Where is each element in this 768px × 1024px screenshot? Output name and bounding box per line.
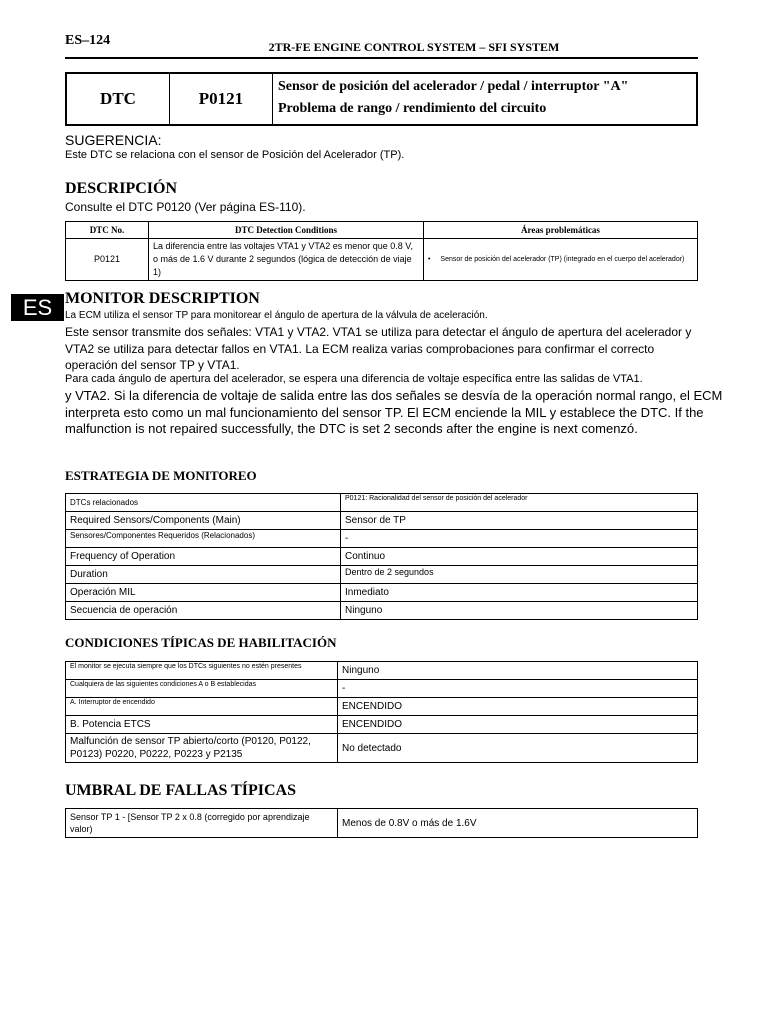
table-row	[66, 680, 698, 698]
enable-value: ENCENDIDO	[338, 716, 698, 734]
enable-value: -	[338, 680, 698, 698]
dtc-label: DTC	[67, 74, 170, 124]
strategy-value: Dentro de 2 segundos	[341, 566, 698, 584]
col-header-dtc-no: DTC No.	[66, 222, 149, 239]
strategy-label: Sensores/Componentes Requeridos (Relacionados)	[66, 530, 341, 548]
table-row	[66, 548, 698, 566]
table-row	[66, 809, 698, 838]
header-rule	[65, 57, 698, 59]
threshold-table	[65, 808, 698, 838]
threshold-label: Sensor TP 1 - [Sensor TP 2 x 0.8 (corregido por aprendizaje valor)	[66, 809, 338, 838]
table-row	[66, 602, 698, 620]
strategy-value: Continuo	[341, 548, 698, 566]
running-title: 2TR-FE ENGINE CONTROL SYSTEM – SFI SYSTEM	[268, 40, 560, 54]
hint-text: Este DTC se relaciona con el sensor de Posición del Acelerador (TP).	[65, 149, 405, 161]
col-header-areas: Áreas problemáticas	[424, 222, 698, 239]
dtc-code-cell: P0121	[66, 239, 149, 281]
table-row	[66, 512, 698, 530]
table-row	[66, 239, 698, 281]
strategy-value: Ninguno	[341, 602, 698, 620]
dtc-code: P0121	[170, 74, 273, 124]
dtc-detection-table	[65, 221, 698, 281]
table-row	[66, 530, 698, 548]
threshold-heading: UMBRAL DE FALLAS TÍPICAS	[65, 782, 297, 799]
table-row	[66, 566, 698, 584]
enable-value: No detectado	[338, 734, 698, 763]
enable-value: ENCENDIDO	[338, 698, 698, 716]
table-row	[66, 716, 698, 734]
table-row	[66, 584, 698, 602]
strategy-table	[65, 493, 698, 620]
strategy-value: Sensor de TP	[341, 512, 698, 530]
monitor-line3: Para cada ángulo de apertura del acelerador, se espera una diferencia de voltaje específica entre las salidas de VTA1.	[65, 373, 643, 385]
threshold-value: Menos de 0.8V o más de 1.6V	[338, 809, 698, 838]
table-row	[66, 494, 698, 512]
strategy-label: Required Sensors/Components (Main)	[66, 512, 341, 530]
strategy-value: -	[341, 530, 698, 548]
description-heading: DESCRIPCIÓN	[65, 180, 178, 197]
description-text: Consulte el DTC P0120 (Ver página ES-110).	[65, 200, 306, 214]
enable-value: Ninguno	[338, 662, 698, 680]
dtc-title-box	[65, 72, 698, 126]
detection-condition-cell: La diferencia entre las voltajes VTA1 y VTA2 es menor que 0.8 V, o más de 1.6 V durante 2 segundos (lógica de detección de viaje 1)	[149, 239, 424, 281]
enable-heading: CONDICIONES TÍPICAS DE HABILITACIÓN	[65, 635, 337, 650]
enable-label: Malfunción de sensor TP abierto/corto (P0120, P0122, P0123) P0220, P0222, P0223 y P2135	[66, 734, 338, 763]
enable-label: El monitor se ejecuta siempre que los DTCs siguientes no estén presentes	[66, 662, 338, 680]
enable-label: Cualquiera de las siguientes condiciones A o B establecidas	[66, 680, 338, 698]
dtc-title	[273, 74, 696, 124]
strategy-label: Frequency of Operation	[66, 548, 341, 566]
monitor-para2: Este sensor transmite dos señales: VTA1 y VTA2. VTA1 se utiliza para detectar el ángulo de apertura del acelerador y VTA2 se utiliza para detectar fallos en VTA1. La ECM realiza varias comprobaciones para confirmar el correcto operación del sensor TP y VTA1.	[65, 325, 692, 372]
trouble-area-cell	[424, 239, 698, 281]
table-header-row	[66, 222, 698, 239]
dtc-title-line2: Problema de rango / rendimiento del circuito	[278, 101, 547, 116]
strategy-value: Inmediato	[341, 584, 698, 602]
col-header-detection: DTC Detection Conditions	[149, 222, 424, 239]
monitor-heading: MONITOR DESCRIPTION	[65, 290, 260, 307]
enable-table	[65, 661, 698, 763]
strategy-heading: ESTRATEGIA DE MONITOREO	[65, 468, 257, 483]
monitor-para4: y VTA2. Si la diferencia de voltaje de salida entre las dos señales se desvía de la operación normal rango, el ECM interpreta esto como un mal funcionamiento del sensor TP. El ECM enciende la MIL y establece the DTC. If the malfunction is not repaired successfully, the DTC is set 2 seconds after the engine is next comenzó.	[65, 388, 723, 436]
table-row	[66, 662, 698, 680]
table-row	[66, 698, 698, 716]
strategy-label: Secuencia de operación	[66, 602, 341, 620]
strategy-label: Duration	[66, 566, 341, 584]
bullet: •	[428, 256, 431, 263]
strategy-label: Operación MIL	[66, 584, 341, 602]
monitor-line1: La ECM utiliza el sensor TP para monitorear el ángulo de apertura de la válvula de aceleración.	[65, 310, 488, 321]
enable-label: B. Potencia ETCS	[66, 716, 338, 734]
strategy-label: DTCs relacionados	[66, 494, 341, 512]
enable-label: A. Interruptor de encendido	[66, 698, 338, 716]
hint-heading: SUGERENCIA:	[65, 132, 162, 148]
section-tab-es: ES	[11, 294, 64, 321]
strategy-value: P0121: Racionalidad del sensor de posición del acelerador	[341, 494, 698, 512]
table-row	[66, 734, 698, 763]
page-number: ES–124	[65, 33, 111, 48]
trouble-area-text: Sensor de posición del acelerador (TP) (integrado en el cuerpo del acelerador)	[440, 256, 685, 263]
dtc-title-line1: Sensor de posición del acelerador / pedal / interruptor "A"	[278, 79, 629, 94]
